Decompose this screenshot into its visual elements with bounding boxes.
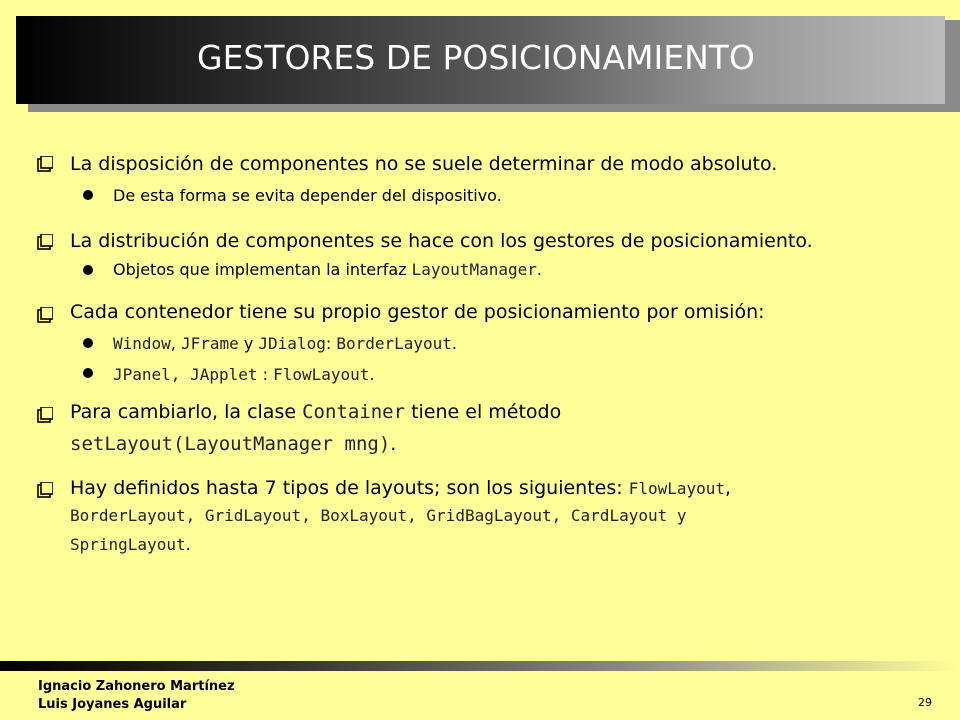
bullet-1-sub-1: De esta forma se evita depender del dispositivo. bbox=[113, 186, 502, 205]
checkbox-bullet-icon bbox=[37, 407, 53, 423]
bullet-3-sub-1: Window, JFrame y JDialog: BorderLayout. bbox=[113, 334, 458, 353]
sub-bullet-dot-icon bbox=[83, 368, 93, 378]
bullet-2-text: La distribución de componentes se hace con los gestores de posicionamiento. bbox=[70, 230, 813, 252]
bullet-2-sub-1: Objetos que implementan la interfaz LayoutManager. bbox=[113, 260, 542, 279]
title-bar bbox=[0, 0, 960, 112]
bullet-5-line-2: BorderLayout, GridLayout, BoxLayout, GridBagLayout, CardLayout y bbox=[70, 506, 687, 525]
bullet-5-line-3: SpringLayout. bbox=[70, 535, 191, 554]
sub-bullet-dot-icon bbox=[83, 338, 93, 348]
bullet-4-text: Para cambiarlo, la clase Container tiene el método bbox=[70, 401, 562, 423]
footer-author-2: Luis Joyanes Aguilar bbox=[38, 697, 187, 712]
checkbox-bullet-icon bbox=[37, 482, 53, 498]
checkbox-bullet-icon bbox=[37, 156, 53, 172]
sub-bullet-dot-icon bbox=[83, 190, 93, 200]
bullet-5-text: Hay definidos hasta 7 tipos de layouts; son los siguientes: FlowLayout, bbox=[70, 477, 732, 499]
slide-title: GESTORES DE POSICIONAMIENTO bbox=[197, 38, 755, 77]
bullet-4-line-2: setLayout(LayoutManager mng). bbox=[70, 433, 397, 455]
sub-bullet-dot-icon bbox=[83, 265, 93, 275]
checkbox-bullet-icon bbox=[37, 234, 53, 250]
bullet-3-sub-2: JPanel, JApplet : FlowLayout. bbox=[113, 365, 375, 384]
bullet-1-text: La disposición de componentes no se suele determinar de modo absoluto. bbox=[70, 153, 778, 175]
footer-author-1: Ignacio Zahonero Martínez bbox=[38, 679, 235, 694]
checkbox-bullet-icon bbox=[37, 307, 53, 323]
footer-divider bbox=[0, 661, 960, 671]
bullet-3-text: Cada contenedor tiene su propio gestor de posicionamiento por omisión: bbox=[70, 301, 765, 323]
page-number: 29 bbox=[918, 696, 932, 709]
